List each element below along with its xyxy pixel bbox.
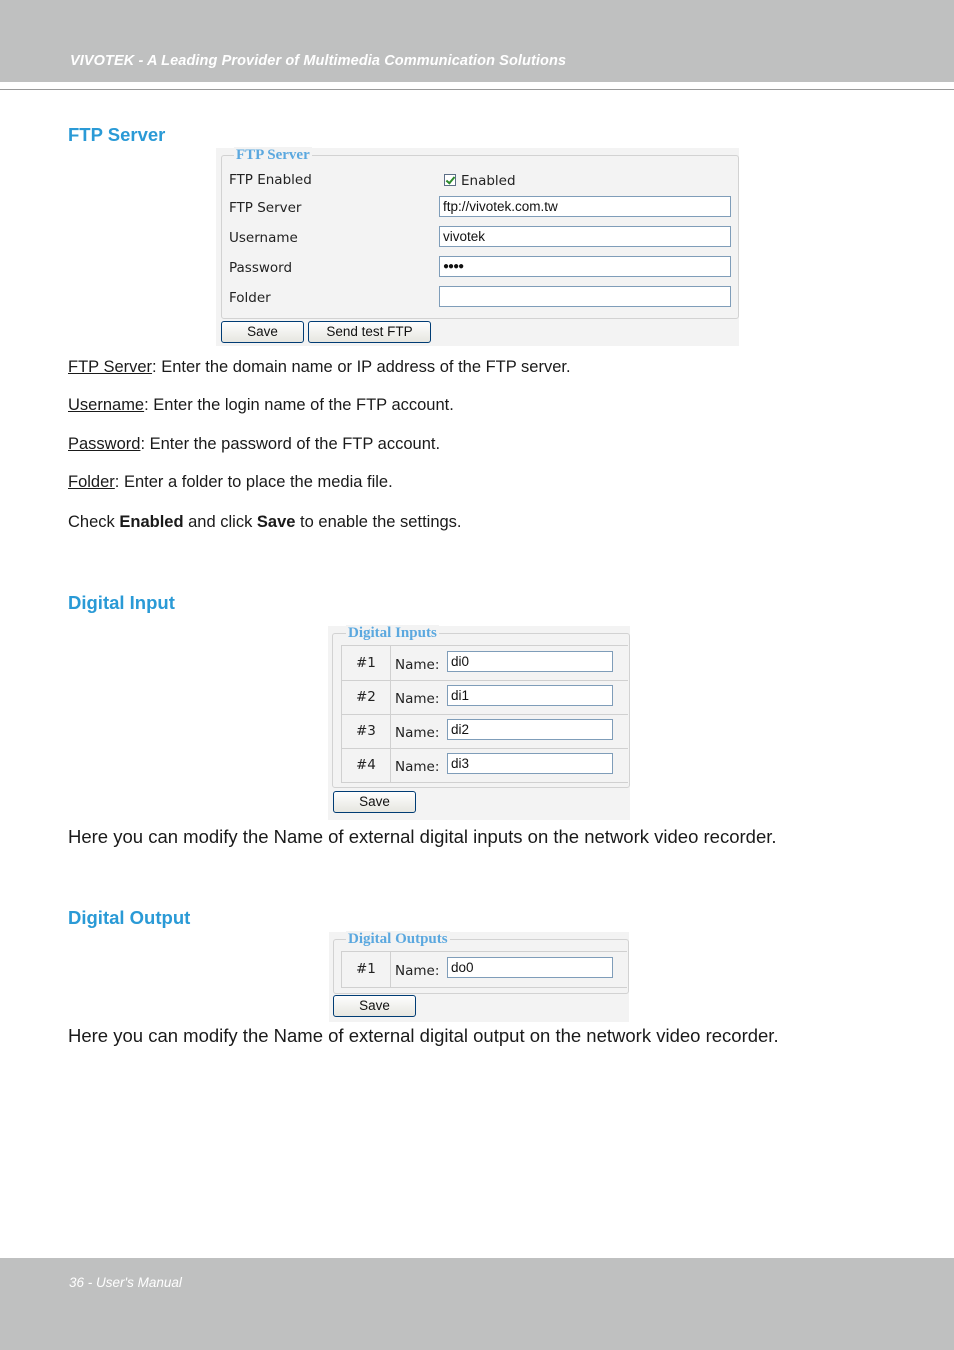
ftp-server-panel [216,148,739,346]
password-desc-text: : Enter the password of the FTP account. [140,435,441,453]
do-name-label: Name: [395,963,440,979]
do-save-button[interactable]: Save [333,995,416,1017]
di-name-input[interactable]: di0 [447,651,613,672]
ftp-server-desc [68,358,571,377]
di-name-input[interactable]: di2 [447,719,613,740]
username-desc-text: : Enter the login name of the FTP account. [144,396,454,414]
password-desc [68,435,440,454]
ftp-enabled-checkbox[interactable] [444,174,456,186]
folder-desc [68,473,393,492]
do-grid-line [341,987,627,988]
di-name-input[interactable]: di1 [447,685,613,706]
do-grid-line [390,951,391,987]
ftp-username-input[interactable]: vivotek [439,226,731,247]
ftp-password-label: Password [229,260,293,276]
ftp-enabled-checkbox-label: Enabled [461,173,516,189]
digital-outputs-panel [329,932,629,1022]
ftp-server-input[interactable]: ftp://vivotek.com.tw [439,196,731,217]
digital-inputs-panel [328,626,630,820]
footer-page-label: 36 - User's Manual [69,1275,182,1290]
ftp-server-desc-text: : Enter the domain name or IP address of the FTP server. [152,358,571,376]
folder-desc-text: : Enter a folder to place the media file. [114,473,393,491]
digital-output-section-title: Digital Output [68,907,191,928]
note-save-bold: Save [256,513,296,531]
username-desc [68,396,454,415]
digital-output-desc: Here you can modify the Name of external digital output on the network video recorder. [68,1025,779,1046]
footer-bar [0,1258,954,1350]
digital-input-desc: Here you can modify the Name of external digital inputs on the network video recorder. [68,826,777,847]
di-name-label: Name: [395,759,440,775]
do-grid-line [341,951,627,952]
header-bar [0,0,954,82]
ftp-save-button[interactable]: Save [221,321,304,343]
di-grid-line [341,748,628,749]
ftp-password-input[interactable]: ●●●● [439,256,731,277]
di-grid-line [341,782,628,783]
di-grid-line [341,645,628,646]
folder-term: Folder [68,473,115,491]
header-divider [0,89,954,90]
di-row-number: #4 [356,757,376,773]
header-title: VIVOTEK - A Leading Provider of Multimedia Communication Solutions [70,53,567,69]
ftp-section-title: FTP Server [68,124,166,145]
di-row-number: #2 [356,689,376,705]
username-term: Username [68,396,145,414]
di-row-number: #1 [356,655,376,671]
ftp-enabled-label: FTP Enabled [229,172,312,188]
di-name-label: Name: [395,725,440,741]
di-grid-line [341,680,628,681]
do-name-input[interactable]: do0 [447,957,613,978]
note-part-2: and click [183,513,257,531]
send-test-ftp-button[interactable]: Send test FTP [308,321,431,343]
ftp-server-term: FTP Server [68,358,153,376]
note-part-1: Check [68,513,120,531]
do-grid-line [341,951,342,987]
digital-input-section-title: Digital Input [68,592,175,613]
ftp-server-label: FTP Server [229,200,302,216]
di-name-label: Name: [395,657,440,673]
di-name-input[interactable]: di3 [447,753,613,774]
password-term: Password [68,435,141,453]
di-save-button[interactable]: Save [333,791,416,813]
check-enabled-note [68,513,462,532]
do-row-number: #1 [356,961,376,977]
di-name-label: Name: [395,691,440,707]
di-row-number: #3 [356,723,376,739]
ftp-folder-label: Folder [229,290,271,306]
di-grid-line [341,714,628,715]
note-enabled-bold: Enabled [119,513,184,531]
ftp-folder-input[interactable] [439,286,731,307]
ftp-legend: FTP Server [236,147,310,163]
digital-inputs-legend: Digital Inputs [348,625,437,641]
note-part-3: to enable the settings. [295,513,462,531]
ftp-username-label: Username [229,230,298,246]
digital-outputs-legend: Digital Outputs [348,931,448,947]
